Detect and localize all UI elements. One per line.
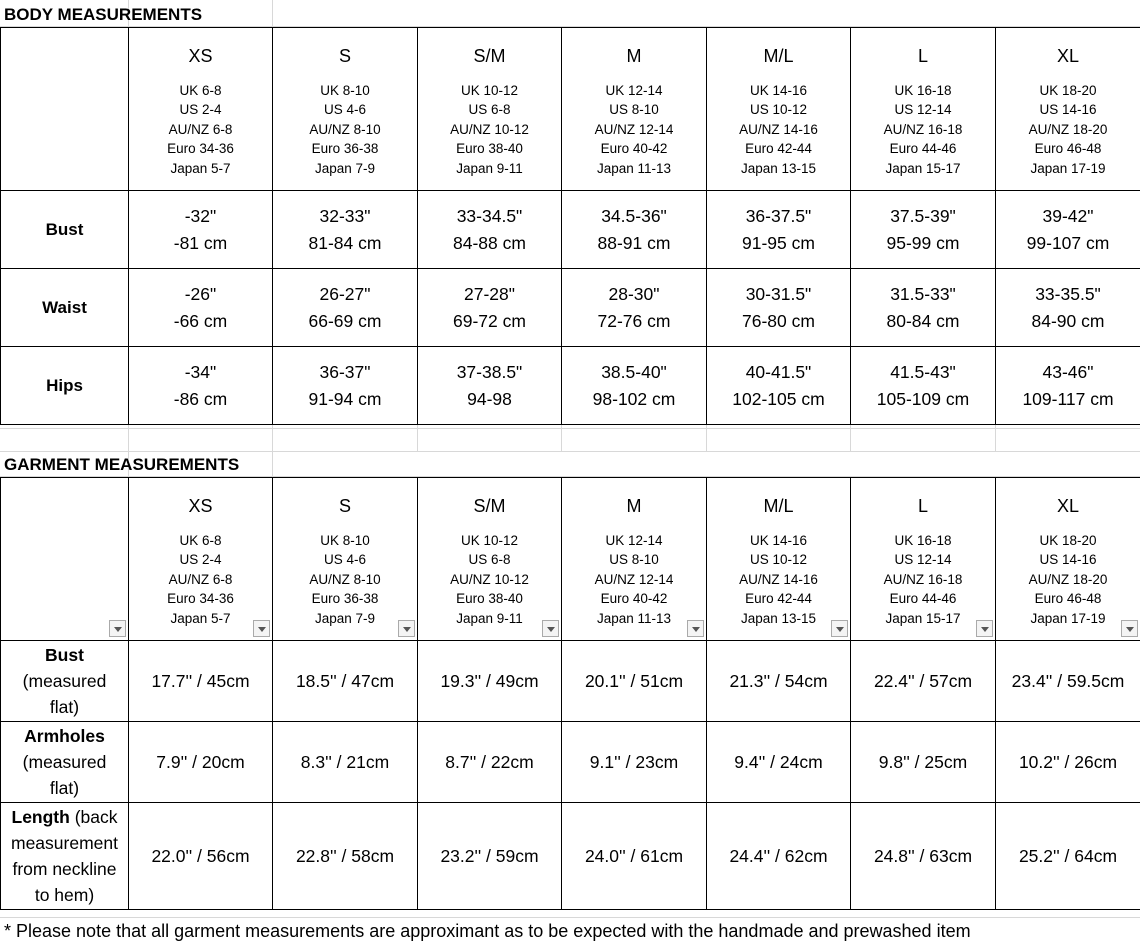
cm-value: 76-80 cm: [742, 310, 815, 331]
cm-value: 69-72 cm: [453, 310, 526, 331]
size-conversion: AU/NZ 6-8: [168, 121, 233, 137]
size-conversion: AU/NZ 18-20: [1028, 571, 1108, 587]
cm-value: 94-98: [467, 388, 512, 409]
measurement-cell: 9.8'' / 25cm: [851, 722, 996, 803]
size-header-row: [1, 28, 1140, 191]
size-conversion: US 6-8: [468, 102, 511, 118]
filter-dropdown-icon[interactable]: [109, 620, 126, 637]
row-label-note: to hem): [34, 885, 95, 905]
size-conversion: Euro 40-42: [600, 141, 668, 157]
measurement-cell: 7.9'' / 20cm: [129, 722, 273, 803]
row-label-bold: Length: [11, 807, 70, 827]
size-conversion: UK 14-16: [749, 532, 808, 548]
table-row: [1, 269, 1140, 347]
size-conversion: UK 12-14: [605, 532, 663, 548]
size-conversion: Euro 42-44: [745, 141, 812, 157]
body-measurements-table: [0, 27, 1140, 425]
size-conversion: AU/NZ 8-10: [309, 571, 381, 587]
inch-value: 37.5-39": [890, 205, 956, 226]
size-conversion: Euro 34-36: [167, 591, 234, 607]
size-conversion: AU/NZ 14-16: [739, 121, 818, 137]
cm-value: 105-109 cm: [876, 388, 970, 409]
size-conversion: US 14-16: [1039, 102, 1097, 118]
row-label-bold: Bust: [45, 645, 84, 665]
row-label: Hips: [1, 347, 129, 425]
measurement-cell: [418, 269, 562, 347]
inch-value: 43-46": [1042, 361, 1094, 382]
table-row: [1, 347, 1140, 425]
measurement-cell: [707, 191, 851, 269]
filter-dropdown-icon[interactable]: [831, 620, 848, 637]
size-conversion: Japan 13-15: [740, 610, 817, 626]
inch-value: 33-34.5": [456, 205, 523, 226]
row-label-note: (measured: [22, 671, 107, 691]
measurement-cell: [273, 269, 418, 347]
measurement-cell: [851, 191, 996, 269]
size-conversion: US 10-12: [749, 552, 808, 568]
inch-value: 33-35.5": [1035, 283, 1101, 304]
size-conversion: AU/NZ 14-16: [739, 571, 818, 587]
sheet-gridline: [850, 424, 851, 452]
cm-value: 99-107 cm: [1026, 232, 1110, 253]
filter-dropdown-icon[interactable]: [398, 620, 415, 637]
size-name: XL: [1056, 495, 1080, 516]
cm-value: 102-105 cm: [732, 388, 825, 409]
size-conversion: Japan 17-19: [1030, 610, 1106, 626]
row-label: [1, 722, 129, 803]
size-conversion: Japan 7-9: [314, 610, 376, 626]
inch-value: -32": [184, 205, 217, 226]
size-conversion: UK 14-16: [749, 82, 808, 98]
measurement-cell: 9.1'' / 23cm: [562, 722, 707, 803]
cm-value: 80-84 cm: [886, 310, 960, 331]
inch-value: 27-28": [464, 283, 515, 304]
sheet-gridline: [561, 424, 562, 452]
size-conversion: US 4-6: [323, 552, 367, 568]
size-name: S/M: [473, 495, 506, 516]
size-conversion: Japan 15-17: [885, 160, 961, 176]
size-column-header: [273, 28, 418, 191]
cm-value: 88-91 cm: [597, 232, 671, 253]
table-row: [1, 803, 1140, 910]
row-label-note: (back: [69, 807, 118, 827]
measurement-cell: 24.8'' / 63cm: [851, 803, 996, 910]
size-conversion: Euro 34-36: [167, 141, 234, 157]
measurement-cell: 25.2'' / 64cm: [996, 803, 1140, 910]
size-column-header: [562, 28, 707, 191]
size-conversion: US 6-8: [468, 552, 511, 568]
size-conversion: UK 18-20: [1039, 82, 1097, 98]
row-label-note: flat): [49, 697, 80, 717]
cm-value: -66 cm: [173, 310, 228, 331]
size-conversion: Euro 46-48: [1034, 591, 1102, 607]
size-conversion: UK 12-14: [605, 82, 663, 98]
size-conversion: UK 8-10: [320, 532, 370, 548]
size-name: M/L: [763, 45, 794, 66]
inch-value: 28-30": [608, 283, 660, 304]
size-conversion: Japan 17-19: [1030, 160, 1106, 176]
sheet-gridline: [0, 451, 1140, 452]
inch-value: 37-38.5": [456, 361, 523, 382]
size-conversion: AU/NZ 8-10: [309, 121, 381, 137]
size-conversion: Euro 38-40: [456, 141, 523, 157]
measurement-cell: 10.2'' / 26cm: [996, 722, 1140, 803]
size-column-header: [129, 478, 273, 641]
measurement-cell: [707, 269, 851, 347]
size-conversion: Euro 36-38: [311, 591, 379, 607]
size-name: M: [626, 495, 642, 516]
size-conversion: UK 16-18: [894, 82, 952, 98]
cm-value: 84-90 cm: [1031, 310, 1105, 331]
size-conversion: Euro 36-38: [311, 141, 379, 157]
size-name: S: [338, 495, 351, 516]
inch-value: 40-41.5": [745, 361, 812, 382]
size-conversion: AU/NZ 12-14: [594, 571, 674, 587]
size-name: M: [626, 45, 642, 66]
size-conversion: AU/NZ 10-12: [450, 121, 529, 137]
size-conversion: US 4-6: [323, 102, 367, 118]
measurement-cell: [129, 191, 273, 269]
row-label-note: flat): [49, 778, 80, 798]
sheet-gridline: [0, 428, 1140, 429]
cm-value: 91-94 cm: [308, 388, 382, 409]
size-column-header: [418, 28, 562, 191]
size-conversion: Japan 15-17: [885, 610, 961, 626]
size-column-header: [129, 28, 273, 191]
size-column-header: [273, 478, 418, 641]
row-label-note: from neckline: [12, 859, 117, 879]
measurement-cell: 22.4'' / 57cm: [851, 641, 996, 722]
cm-value: 81-84 cm: [308, 232, 382, 253]
size-conversion: Euro 38-40: [456, 591, 523, 607]
measurement-cell: [707, 347, 851, 425]
measurement-cell: [418, 191, 562, 269]
measurement-cell: [562, 269, 707, 347]
row-label-note: measurement: [11, 833, 118, 853]
size-conversion: US 8-10: [609, 552, 659, 568]
size-conversion: Euro 44-46: [889, 141, 957, 157]
size-conversion: US 12-14: [894, 102, 952, 118]
measurement-cell: 23.4'' / 59.5cm: [996, 641, 1140, 722]
size-conversion: Japan 9-11: [456, 610, 523, 626]
measurement-cell: 18.5'' / 47cm: [273, 641, 418, 722]
row-label-note: (measured: [22, 752, 107, 772]
size-conversion: AU/NZ 16-18: [883, 571, 963, 587]
filter-dropdown-icon[interactable]: [542, 620, 559, 637]
size-column-header: [707, 478, 851, 641]
inch-value: -34": [184, 361, 217, 382]
measurement-cell: 8.7'' / 22cm: [418, 722, 562, 803]
cm-value: 95-99 cm: [886, 232, 960, 253]
inch-value: 31.5-33": [890, 283, 956, 304]
corner-cell: [1, 478, 129, 641]
measurement-cell: 24.4'' / 62cm: [707, 803, 851, 910]
inch-value: 36-37": [319, 361, 371, 382]
sheet-gridline: [995, 424, 996, 452]
size-name: XL: [1056, 45, 1080, 66]
measurement-cell: 22.0'' / 56cm: [129, 803, 273, 910]
measurement-cell: [562, 191, 707, 269]
inch-value: 32-33": [319, 205, 371, 226]
size-column-header: [996, 478, 1140, 641]
size-conversion: US 2-4: [179, 102, 222, 118]
size-conversion: AU/NZ 18-20: [1028, 121, 1108, 137]
size-column-header: [851, 28, 996, 191]
measurement-cell: [129, 269, 273, 347]
measurement-cell: [562, 347, 707, 425]
size-conversion: US 8-10: [609, 102, 659, 118]
row-label: Bust: [1, 191, 129, 269]
filter-dropdown-icon[interactable]: [687, 620, 704, 637]
cm-value: 109-117 cm: [1022, 388, 1114, 409]
measurement-cell: [273, 347, 418, 425]
measurement-cell: [418, 347, 562, 425]
inch-value: 39-42": [1042, 205, 1094, 226]
size-conversion: US 10-12: [749, 102, 808, 118]
measurement-cell: 9.4'' / 24cm: [707, 722, 851, 803]
inch-value: -26": [184, 283, 217, 304]
measurement-cell: 23.2'' / 59cm: [418, 803, 562, 910]
size-column-header: [562, 478, 707, 641]
measurement-cell: [996, 347, 1140, 425]
garment-measurements-title: GARMENT MEASUREMENTS: [4, 455, 240, 474]
body-measurements-title: BODY MEASUREMENTS: [4, 5, 203, 24]
size-conversion: Japan 7-9: [314, 160, 376, 176]
size-conversion: Euro 40-42: [600, 591, 668, 607]
size-conversion: Japan 11-13: [596, 610, 672, 626]
measurement-cell: 24.0'' / 61cm: [562, 803, 707, 910]
size-conversion: UK 10-12: [460, 532, 519, 548]
size-conversion: AU/NZ 10-12: [450, 571, 529, 587]
measurement-cell: 21.3'' / 54cm: [707, 641, 851, 722]
measurement-cell: 8.3'' / 21cm: [273, 722, 418, 803]
size-conversion: UK 18-20: [1039, 532, 1097, 548]
size-conversion: AU/NZ 12-14: [594, 121, 674, 137]
sheet-gridline: [272, 0, 273, 26]
inch-value: 41.5-43": [890, 361, 956, 382]
filter-dropdown-icon[interactable]: [1121, 620, 1138, 637]
cm-value: -81 cm: [173, 232, 228, 253]
row-label: [1, 641, 129, 722]
measurement-cell: [851, 347, 996, 425]
size-conversion: Euro 42-44: [745, 591, 812, 607]
sheet-gridline: [417, 424, 418, 452]
size-name: L: [917, 495, 928, 516]
measurement-cell: 22.8'' / 58cm: [273, 803, 418, 910]
size-conversion: UK 16-18: [894, 532, 952, 548]
size-conversion: Japan 11-13: [596, 160, 672, 176]
size-column-header: [707, 28, 851, 191]
size-conversion: Euro 46-48: [1034, 141, 1102, 157]
measurement-cell: [996, 269, 1140, 347]
table-row: [1, 641, 1140, 722]
cm-value: 66-69 cm: [308, 310, 382, 331]
measurement-cell: 20.1'' / 51cm: [562, 641, 707, 722]
size-conversion: UK 8-10: [320, 82, 370, 98]
corner-cell: [1, 28, 129, 191]
size-conversion: UK 10-12: [460, 82, 519, 98]
size-header-row: [1, 478, 1140, 641]
footnote: * Please note that all garment measurements are approximant as to be expected with the handmade and prewashed item: [4, 921, 971, 941]
sheet-gridline: [706, 424, 707, 452]
sheet-gridline: [0, 917, 1140, 918]
size-name: L: [917, 45, 928, 66]
inch-value: 26-27": [319, 283, 371, 304]
cm-value: 91-95 cm: [742, 232, 815, 253]
measurement-cell: [129, 347, 273, 425]
filter-dropdown-icon[interactable]: [976, 620, 993, 637]
size-conversion: UK 6-8: [179, 82, 222, 98]
measurement-cell: 19.3'' / 49cm: [418, 641, 562, 722]
size-conversion: Japan 13-15: [740, 160, 817, 176]
size-conversion: Euro 44-46: [889, 591, 957, 607]
inch-value: 36-37.5": [745, 205, 812, 226]
garment-measurements-table: [0, 477, 1140, 910]
measurement-cell: 17.7'' / 45cm: [129, 641, 273, 722]
size-conversion: AU/NZ 16-18: [883, 121, 963, 137]
size-name: XS: [188, 495, 213, 516]
row-label: Waist: [1, 269, 129, 347]
size-conversion: Japan 5-7: [170, 610, 231, 626]
table-row: [1, 191, 1140, 269]
size-conversion: UK 6-8: [179, 532, 222, 548]
measurement-cell: [996, 191, 1140, 269]
size-name: XS: [188, 45, 213, 66]
size-name: S/M: [473, 45, 506, 66]
row-label-bold: Armholes: [24, 726, 105, 746]
row-label: [1, 803, 129, 910]
sheet-gridline: [272, 424, 273, 476]
size-conversion: US 14-16: [1039, 552, 1097, 568]
size-conversion: Japan 5-7: [170, 160, 231, 176]
measurement-cell: [851, 269, 996, 347]
cm-value: 98-102 cm: [592, 388, 676, 409]
size-name: M/L: [763, 495, 794, 516]
size-conversion: Japan 9-11: [456, 160, 523, 176]
cm-value: 72-76 cm: [597, 310, 671, 331]
size-column-header: [418, 478, 562, 641]
size-conversion: AU/NZ 6-8: [168, 571, 233, 587]
size-conversion: US 2-4: [179, 552, 222, 568]
filter-dropdown-icon[interactable]: [253, 620, 270, 637]
measurement-cell: [273, 191, 418, 269]
cm-value: -86 cm: [173, 388, 228, 409]
size-name: S: [338, 45, 351, 66]
inch-value: 34.5-36": [601, 205, 667, 226]
table-row: [1, 722, 1140, 803]
size-column-header: [996, 28, 1140, 191]
inch-value: 30-31.5": [745, 283, 812, 304]
size-conversion: US 12-14: [894, 552, 952, 568]
cm-value: 84-88 cm: [453, 232, 526, 253]
inch-value: 38.5-40": [601, 361, 667, 382]
size-column-header: [851, 478, 996, 641]
